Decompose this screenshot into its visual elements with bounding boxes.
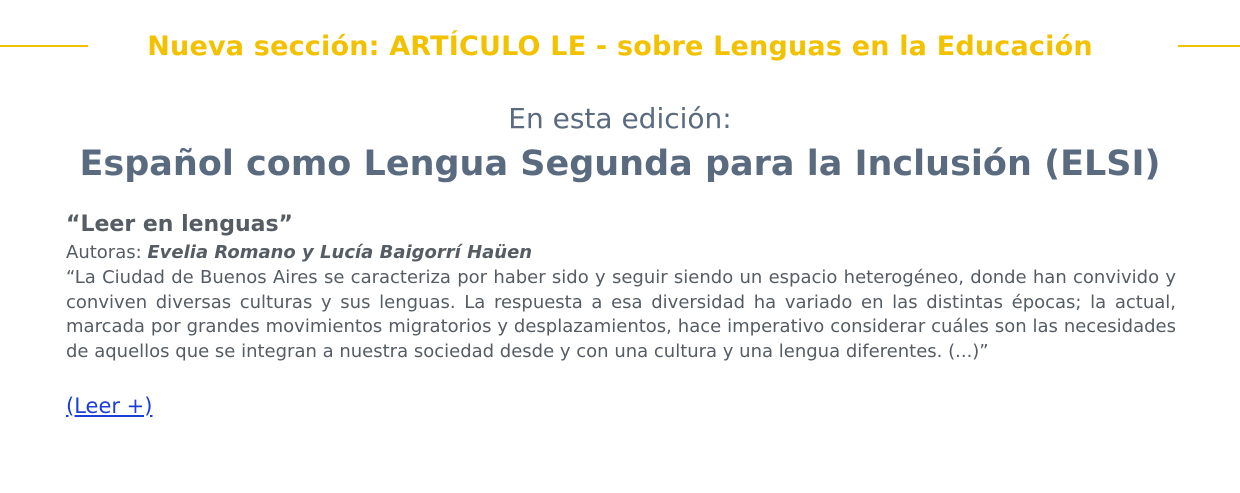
section-header	[0, 26, 1240, 66]
article-title: “Leer en lenguas”	[66, 212, 294, 237]
header-rule-left	[0, 45, 88, 47]
edition-title: Español como Lengua Segunda para la Inclusión (ELSI)	[79, 144, 1161, 184]
article-authors	[66, 240, 1176, 266]
article	[66, 210, 1176, 418]
authors-names: Evelia Romano y Lucía Baigorrí Haüen	[147, 242, 533, 263]
authors-prefix: Autoras:	[66, 242, 148, 263]
article-excerpt: “La Ciudad de Buenos Aires se caracteriza por haber sido y seguir siendo un espacio heterogéneo, donde han convivido y conviven diversas culturas y sus lenguas. La respuesta a esa diversidad ha variado en las distintas épocas; la actual, marcada por grandes movimientos migratorios y desplazamientos, hace imperativo considerar cuáles son las necesidades de aquellos que se integran a nuestra sociedad desde y con una cultura y una lengua diferentes. (...)”	[66, 267, 1176, 362]
read-more-link[interactable]: (Leer +)	[66, 394, 153, 418]
section-title: Nueva sección: ARTÍCULO LE - sobre Lenguas en la Educación	[147, 30, 1093, 62]
edition-label: En esta edición:	[508, 102, 732, 135]
header-rule-right	[1178, 45, 1240, 47]
